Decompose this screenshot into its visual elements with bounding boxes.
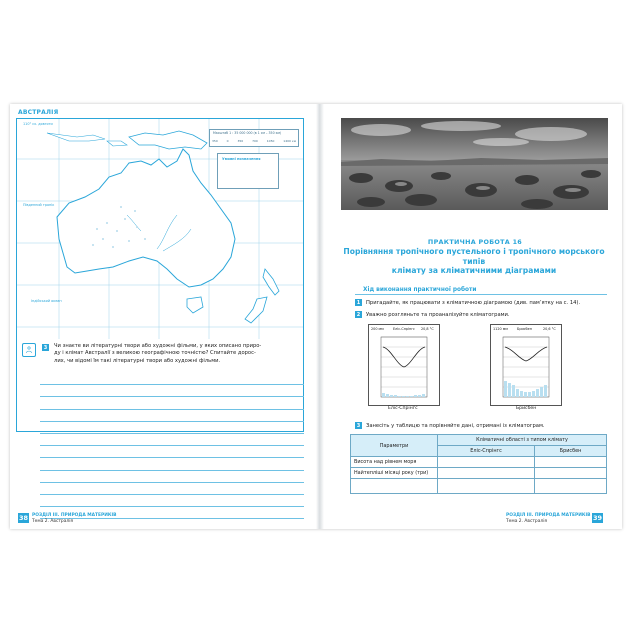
scale-tick: 700 xyxy=(252,139,258,143)
map-coord-label: 110° сх. довготи xyxy=(23,122,53,126)
step-number: 3 xyxy=(356,422,361,429)
answer-line[interactable] xyxy=(40,397,304,409)
practical-work-title: ПРАКТИЧНА РОБОТА 16 xyxy=(427,238,523,246)
table-row xyxy=(351,468,607,479)
scale-tick: 0 xyxy=(226,139,229,143)
page-number-right: 39 xyxy=(592,514,603,522)
climate-diagram-graphic xyxy=(369,325,439,405)
scale-tick: 1050 xyxy=(266,139,275,143)
table-header-brisbane: Брисбен xyxy=(535,446,607,457)
map-tropic-label: Південний тропік xyxy=(23,203,55,207)
table-row-empty[interactable] xyxy=(351,479,438,494)
table-row-label: Найтепліші місяці року (три) xyxy=(351,468,438,479)
table-cell-input[interactable] xyxy=(535,468,607,479)
answer-line[interactable] xyxy=(40,471,304,483)
table-header-param: Параметри xyxy=(351,435,438,457)
step-number: 2 xyxy=(356,311,361,318)
steps-divider xyxy=(355,294,607,295)
footer-topic-left: Тема 2. Австралія xyxy=(32,519,74,524)
diagram-caption: Еліс-Спрінгс xyxy=(388,406,418,411)
discussion-icon xyxy=(22,343,36,357)
practical-work-subtitle xyxy=(336,247,612,276)
scale-box xyxy=(209,129,299,147)
page-number-left: 38 xyxy=(18,514,29,522)
landscape-image xyxy=(341,118,608,210)
question-line: лих, чи відомі їм такі літературні твори або художні фільми. xyxy=(54,357,221,364)
scale-title: Масштаб 1 : 35 000 000 (в 1 см – 350 км) xyxy=(213,131,282,135)
legend-box xyxy=(217,153,279,189)
table-row xyxy=(351,479,607,494)
footer-topic-right: Тема 2. Австралія xyxy=(506,519,548,524)
subtitle-line: клімату за кліматичними діаграмами xyxy=(391,266,557,276)
table-cell-input[interactable] xyxy=(438,457,535,468)
climate-diagram-brisbane xyxy=(490,324,562,406)
step-text: Пригадайте, як працювати з кліматичною діаграмою (див. пам’ятку на с. 14). xyxy=(366,300,581,306)
temp-label: 20,8 °С xyxy=(421,327,434,331)
station-label: Брисбен xyxy=(517,327,532,331)
temp-label: 20,6 °С xyxy=(543,327,556,331)
step-text: Уважно розгляньте та проаналізуйте кліматограми. xyxy=(366,312,510,318)
map-ocean-label: Індійський океан xyxy=(31,299,62,303)
answer-line[interactable] xyxy=(40,385,304,397)
step-text: Занесіть у таблицю та порівняйте дані, отримані із кліматограм. xyxy=(366,423,545,429)
table-row-label: Висота над рівнем моря xyxy=(351,457,438,468)
step-number: 1 xyxy=(356,299,361,306)
diagram-caption: Брисбен xyxy=(516,406,537,411)
table-header-group: Кліматичні області з типом клімату xyxy=(438,435,607,446)
scale-ticks xyxy=(212,139,296,143)
answer-line[interactable] xyxy=(40,373,304,385)
question-text xyxy=(54,343,286,365)
table-header-alice: Еліс-Спрінгс xyxy=(438,446,535,457)
climate-diagram-graphic xyxy=(491,325,561,405)
footer-chapter-right: РОЗДІЛ ІІІ. ПРИРОДА МАТЕРИКІВ xyxy=(506,513,591,518)
comparison-table xyxy=(350,434,607,494)
section-label: АВСТРАЛІЯ xyxy=(18,109,59,116)
answer-line[interactable] xyxy=(40,422,304,434)
answer-line[interactable] xyxy=(40,495,304,507)
climate-diagram-alice-springs xyxy=(368,324,440,406)
station-label: Еліс-Спрінгс xyxy=(393,327,415,331)
book-gutter xyxy=(316,104,324,529)
desert-landscape-photo xyxy=(341,118,608,210)
precip-label: 200 мм xyxy=(371,327,384,331)
scale-tick: 350 xyxy=(237,139,244,143)
people-icon xyxy=(25,346,33,354)
table-cell-input[interactable] xyxy=(535,479,607,494)
table-cell-input[interactable] xyxy=(438,468,535,479)
answer-line[interactable] xyxy=(40,410,304,422)
question-line: ду і клімат Австралії з великою географічною точністю? Спитайте дорос- xyxy=(54,350,256,357)
answer-line[interactable] xyxy=(40,458,304,470)
textbook-spread xyxy=(10,104,622,529)
question-line: Чи знаєте ви літературні твори або художні фільми, у яких описано приро- xyxy=(54,343,262,349)
table-cell-input[interactable] xyxy=(438,479,535,494)
answer-lines[interactable] xyxy=(40,373,304,519)
answer-line[interactable] xyxy=(40,434,304,446)
scale-tick: 1400 км xyxy=(283,139,296,143)
table-row xyxy=(351,457,607,468)
subtitle-line: Порівняння тропічного пустельного і тропічного морського типів xyxy=(343,247,605,266)
footer-chapter-left: РОЗДІЛ ІІІ. ПРИРОДА МАТЕРИКІВ xyxy=(32,513,117,518)
scale-tick: 350 xyxy=(212,139,218,143)
legend-title: Умовні позначення xyxy=(222,157,261,161)
question-number: 3 xyxy=(43,344,48,351)
steps-title: Хід виконання практичної роботи xyxy=(363,287,477,293)
answer-line[interactable] xyxy=(40,483,304,495)
answer-line[interactable] xyxy=(40,446,304,458)
table-cell-input[interactable] xyxy=(535,457,607,468)
precip-label: 1120 мм xyxy=(493,327,508,331)
